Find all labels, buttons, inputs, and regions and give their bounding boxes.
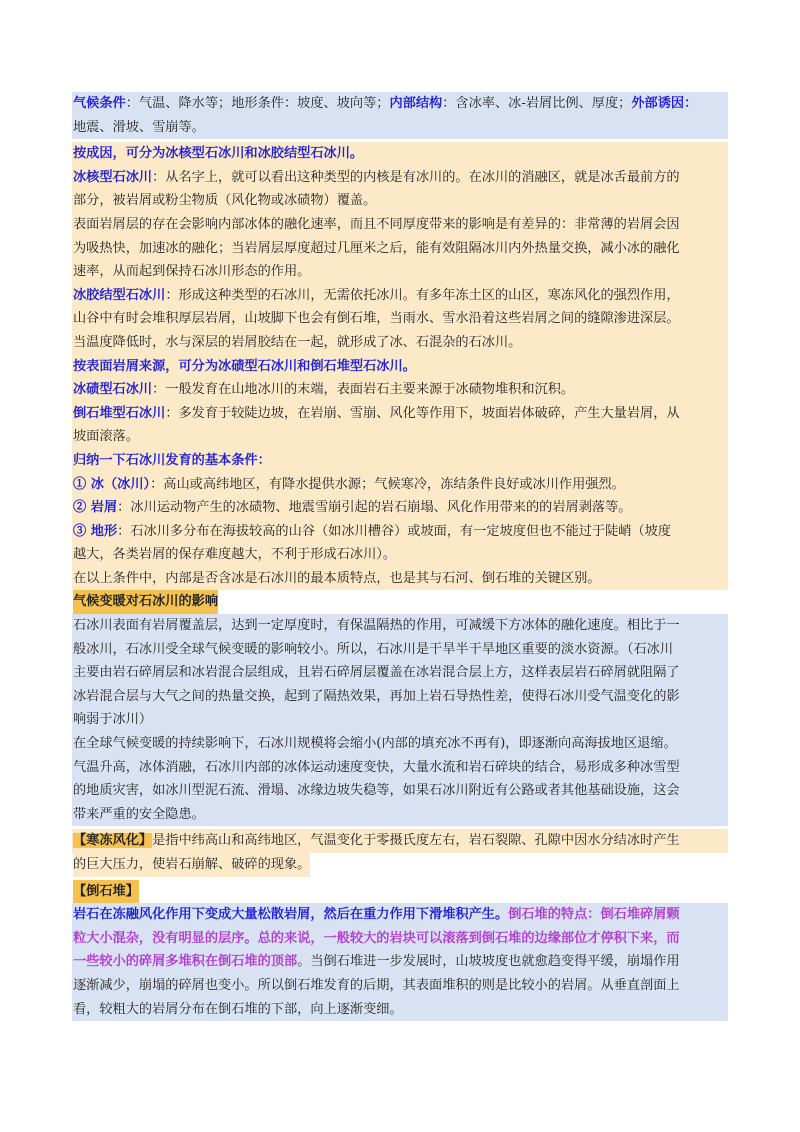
condition-ice-label: ① 冰（冰川） [73, 476, 151, 492]
talus-heading-row [72, 880, 728, 904]
climate-label: 气候条件 [73, 96, 126, 111]
climate-text: ：气温、降水等；地形条件：坡度、坡向等； [125, 96, 390, 111]
frost-label: 【寒冻风化】 [73, 833, 153, 849]
factors-line-2 [72, 116, 728, 140]
warming-heading: 气候变暖对石冰川的影响 [73, 590, 218, 614]
internal-structure-text: ：含冰率、冰-岩屑比例、厚度； [442, 96, 632, 111]
condition-terrain-label: ③ 地形 [73, 523, 118, 539]
source-heading: 按表面岩屑来源，可分为冰碛型石冰川和倒石堆型石冰川。 [72, 355, 728, 379]
condition-debris-label: ② 岩屑 [73, 500, 118, 516]
conditions-heading: 归纳一下石冰川发育的基本条件： [72, 449, 728, 473]
warming-p3-line-1: 气温升高，冰体消融，石冰川内部的冰体运动速度变快，大量水流和岩石碎块的结合，易形成多种冰雪型 [72, 756, 728, 780]
warming-p1-line-3: 主要由岩石碎屑层和冰岩混合层组成，且岩石碎屑层覆盖在冰岩混合层上方，这样表层岩石碎屑就阻隔了 [72, 661, 728, 685]
talus-label: 【倒石堆】 [73, 880, 139, 904]
talus-line-1: 岩石在冻融风化作用下变成大量松散岩屑，然后在重力作用下滑堆积产生。倒石堆的特点：倒石堆碎屑颗 [72, 903, 728, 927]
document-page [72, 92, 728, 1021]
frost-line-2: 的巨大压力，使岩石崩解、破碎的现象。 [72, 853, 728, 877]
warming-p1-line-2: 般冰川，石冰川受全球气候变暖的影响较小。所以，石冰川是干旱半干旱地区重要的淡水资源。（石冰川 [72, 638, 728, 662]
external-trigger-label: 外部诱因： [631, 96, 698, 111]
talus-line-4: 逐渐减少，崩塌的碎屑也变小。所以倒石堆发育的后期，其表面堆积的则是比较小的岩屑。从垂直剖面上 [72, 974, 728, 998]
internal-structure-label: 内部结构 [389, 96, 443, 111]
debris-line-1: 表面岩屑层的存在会影响内部冰体的融化速率，而且不同厚度带来的影响是有差异的：非常薄的岩屑会因 [72, 213, 728, 237]
cemented-line-3: 当温度降低时，水与深层的岩屑胶结在一起，就形成了冰、石混杂的石冰川。 [72, 331, 728, 355]
external-trigger-text: 地震、滑坡、雪崩等。 [73, 119, 205, 135]
warming-p3-line-3: 带来严重的安全隐患。 [72, 803, 728, 827]
cemented-label: 冰胶结型石冰川 [73, 287, 166, 303]
ice-core-label: 冰核型石冰川 [73, 169, 153, 185]
conditions-summary: 在以上条件中，内部是否含冰是石冰川的最本质特点，也是其与石河、倒石堆的关键区别。 [72, 567, 728, 591]
warming-heading-row [72, 590, 728, 614]
factors-line-1 [72, 92, 728, 116]
debris-line-2: 为吸热快，加速冰的融化；当岩屑层厚度超过几厘米之后，能有效阻隔冰川内外热量交换，减小冰的融化 [72, 237, 728, 261]
condition-ice: ① 冰（冰川）：高山或高纬地区，有降水提供水源；气候寒冷，冻结条件良好或冰川作用强烈。 [72, 473, 728, 497]
talus-type-line-2: 坡面滚落。 [72, 425, 728, 449]
condition-debris: ② 岩屑：冰川运动物产生的冰碛物、地震雪崩引起的岩石崩塌、风化作用带来的的岩屑剥落等。 [72, 496, 728, 520]
ice-core-line-2: 部分，被岩屑或粉尘物质（风化物或冰碛物）覆盖。 [72, 189, 728, 213]
debris-line-3: 速率，从而起到保持石冰川形态的作用。 [72, 260, 728, 284]
moraine-label: 冰碛型石冰川 [73, 382, 153, 398]
talus-line-5: 看，较粗大的岩屑分布在倒石堆的下部，向上逐渐变细。 [72, 998, 728, 1022]
cemented-line-2: 山谷中有时会堆积厚层岩屑，山坡脚下也会有倒石堆，当雨水、雪水沿着这些岩屑之间的缝隙渗进深层。 [72, 307, 728, 331]
cemented-line-1: 冰胶结型石冰川：形成这种类型的石冰川，无需依托冰川。有多年冻土区的山区，寒冻风化的强烈作用， [72, 284, 728, 308]
condition-terrain-1: ③ 地形：石冰川多分布在海拔较高的山谷（如冰川槽谷）或坡面，有一定坡度但也不能过于陡峭（坡度 [72, 520, 728, 544]
origin-heading: 按成因，可分为冰核型石冰川和冰胶结型石冰川。 [72, 142, 728, 166]
talus-line-3: 一些较小的碎屑多堆积在倒石堆的顶部。当倒石堆进一步发展时，山坡坡度也就愈趋变得平缓，崩塌作用 [72, 950, 728, 974]
warming-p1-line-1: 石冰川表面有岩屑覆盖层，达到一定厚度时，有保温隔热的作用，可减缓下方冰体的融化速度。相比于一 [72, 614, 728, 638]
talus-type-label: 倒石堆型石冰川 [73, 405, 166, 421]
condition-terrain-2: 越大，各类岩屑的保存难度越大，不利于形成石冰川）。 [72, 543, 728, 567]
talus-line-2: 粒大小混杂，没有明显的层序。总的来说，一般较大的岩块可以滚落到倒石堆的边缘部位才停积下来，而 [72, 927, 728, 951]
warming-p2: 在全球气候变暖的持续影响下，石冰川规模将会缩小(内部的填充冰不再有)，即逐渐向高海拔地区退缩。 [72, 732, 728, 756]
warming-p1-line-5: 响弱于冰川） [72, 708, 728, 732]
moraine-line: 冰碛型石冰川：一般发育在山地冰川的末端，表面岩石主要来源于冰碛物堆积和沉积。 [72, 378, 728, 402]
ice-core-line-1: 冰核型石冰川：从名字上，就可以看出这种类型的内核是有冰川的。在冰川的消融区，就是冰舌最前方的 [72, 166, 728, 190]
warming-p1-line-4: 冰岩混合层与大气之间的热量交换，起到了隔热效果，再加上岩石导热性差，使得石冰川受气温变化的影 [72, 685, 728, 709]
frost-line-1: 【寒冻风化】是指中纬高山和高纬地区，气温变化于零摄氏度左右，岩石裂隙、孔隙中因水分结冰时产生 [72, 829, 728, 853]
warming-p3-line-2: 的地质灾害，如冰川型泥石流、滑塌、冰缘边坡失稳等，如果石冰川附近有公路或者其他基础设施，这会 [72, 779, 728, 803]
talus-type-line-1: 倒石堆型石冰川：多发育于较陡边坡，在岩崩、雪崩、风化等作用下，坡面岩体破碎，产生大量岩屑，从 [72, 402, 728, 426]
